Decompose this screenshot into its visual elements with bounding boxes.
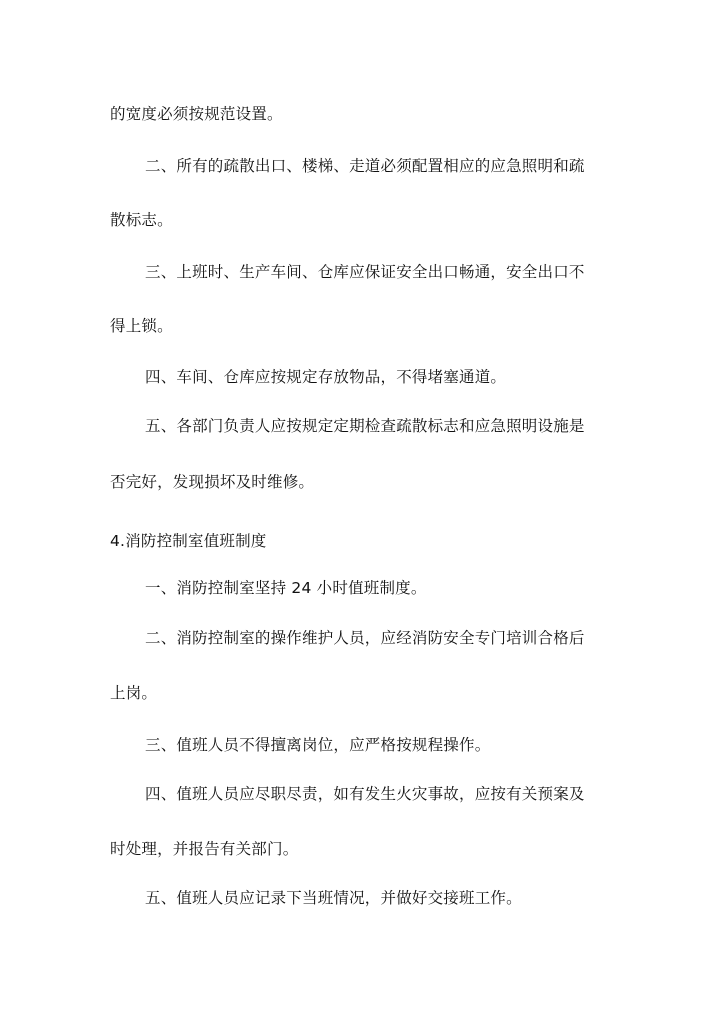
paragraph-line: 散标志。 xyxy=(110,211,173,229)
paragraph-line: 四、值班人员应尽职尽责，如有发生火灾事故，应按有关预案及 xyxy=(145,785,585,803)
paragraph-line: 五、值班人员应记录下当班情况，并做好交接班工作。 xyxy=(145,889,522,907)
paragraph-line: 时处理，并报告有关部门。 xyxy=(110,840,299,858)
paragraph-line: 上岗。 xyxy=(110,684,158,702)
paragraph-line: 五、各部门负责人应按规定定期检查疏散标志和应急照明设施是 xyxy=(145,417,585,435)
paragraph-line: 的宽度必须按规范设置。 xyxy=(110,105,283,123)
paragraph-line: 二、消防控制室的操作维护人员，应经消防安全专门培训合格后 xyxy=(145,629,585,647)
paragraph-line: 否完好，发现损坏及时维修。 xyxy=(110,473,315,491)
paragraph-line: 得上锁。 xyxy=(110,317,173,335)
paragraph-line: 四、车间、仓库应按规定存放物品，不得堵塞通道。 xyxy=(145,368,507,386)
paragraph-line: 三、值班人员不得擅离岗位，应严格按规程操作。 xyxy=(145,736,491,754)
paragraph-line: 二、所有的疏散出口、楼梯、走道必须配置相应的应急照明和疏 xyxy=(145,157,585,175)
section-heading: 4.消防控制室值班制度 xyxy=(110,532,267,550)
paragraph-line: 一、消防控制室坚持 24 小时值班制度。 xyxy=(145,579,427,597)
paragraph-line: 三、上班时、生产车间、仓库应保证安全出口畅通，安全出口不 xyxy=(145,263,585,281)
